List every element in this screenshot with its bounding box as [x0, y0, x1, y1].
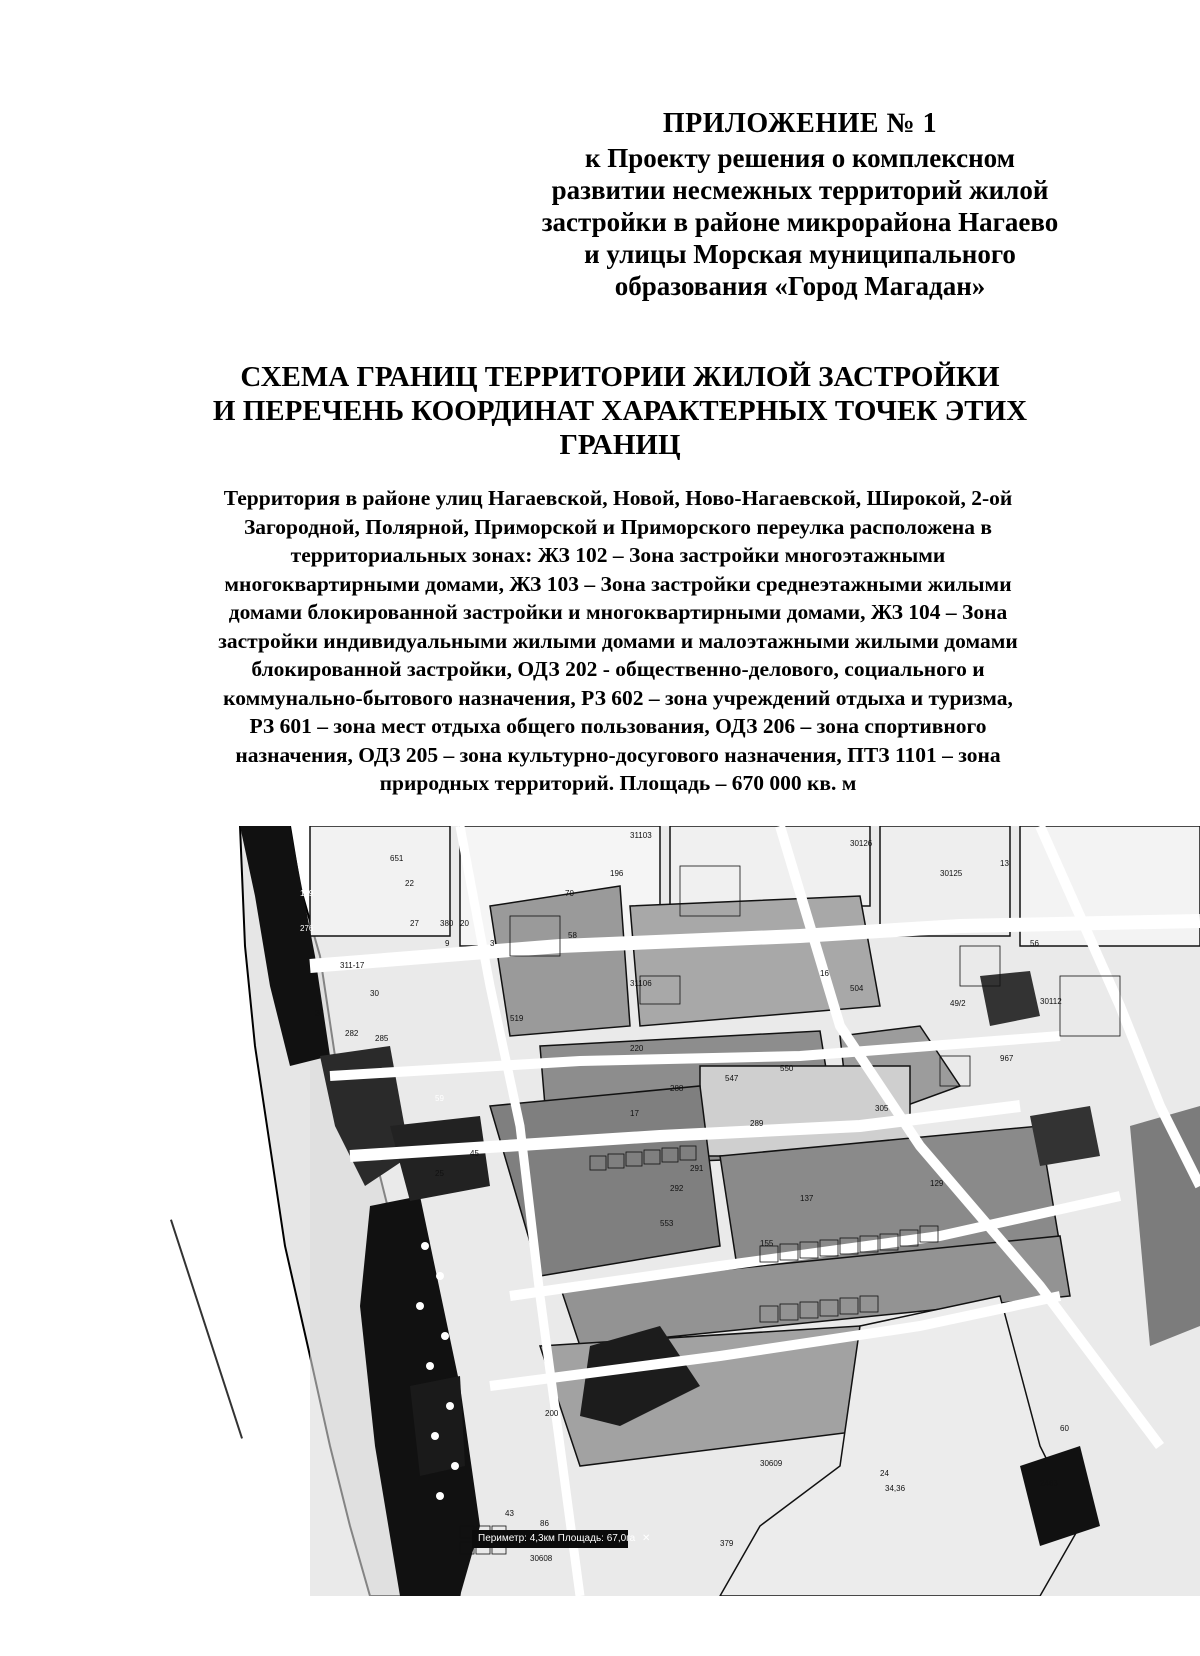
parcel-label: 129: [930, 1179, 944, 1188]
appendix-line: к Проекту решения о комплексном: [584, 143, 1016, 173]
parcel-label: 86: [540, 1519, 549, 1528]
parcel-label: 13: [1000, 859, 1009, 868]
parcel-label: 196: [610, 869, 624, 878]
parcel-label: 311-17: [340, 961, 365, 970]
description-line: назначения, ОДЗ 205 – зона культурно-досугового назначения, ПТЗ 1101 – зона: [235, 742, 1001, 767]
parcel-label: 550: [780, 1064, 794, 1073]
parcel-label: 31106: [630, 979, 652, 988]
description-line: природных территорий. Площадь – 670 000 кв. м: [379, 771, 857, 795]
parcel-label: 276: [300, 924, 314, 933]
cadastral-map: [160, 826, 1200, 1596]
appendix-header: [520, 108, 1080, 302]
parcel-label: 17: [630, 1109, 639, 1118]
description-line: РЗ 601 – зона мест отдыха общего пользования, ОДЗ 206 – зона спортивного: [249, 714, 987, 738]
parcel-label: 70: [565, 889, 574, 898]
parcel-label: 20: [460, 919, 469, 928]
parcel-label: 651: [390, 854, 404, 863]
parcel-label: 30112: [1040, 997, 1062, 1006]
scheme-title: [150, 360, 1090, 462]
parcel-label: 36: [315, 1009, 324, 1018]
parcel-label: 34,36: [885, 1484, 906, 1493]
parcel-label: 58: [568, 931, 577, 940]
parcel-label: 380: [440, 919, 454, 928]
parcel-label: 60: [1060, 1424, 1069, 1433]
map-drawing: [160, 826, 1200, 1596]
description-line: многоквартирными домами, ЖЗ 103 – Зона застройки среднеэтажными жилыми: [224, 571, 1012, 596]
parcel-label: 59: [435, 1094, 444, 1103]
title-line: И ПЕРЕЧЕНЬ КООРДИНАТ ХАРАКТЕРНЫХ ТОЧЕК ЭТИХ: [212, 395, 1028, 427]
parcel-label: 967: [1000, 1054, 1014, 1063]
parcel-label: 3: [490, 939, 495, 948]
appendix-line: и улицы Морская муниципального: [584, 239, 1016, 269]
parcel-label: 31103: [630, 831, 652, 840]
parcel-label: 519: [510, 1014, 524, 1023]
parcel-label: 27: [410, 919, 419, 928]
parcel-label: 25: [435, 1169, 444, 1178]
parcel-label: 30: [370, 989, 379, 998]
parcel-label: 159: [300, 889, 314, 898]
parcel-label: 56: [1030, 939, 1039, 948]
parcel-label: 379: [720, 1539, 734, 1548]
parcel-label: 285: [375, 1034, 389, 1043]
description-line: домами блокированной застройки и многоквартирными домами, ЖЗ 104 – Зона: [228, 600, 1008, 624]
parcel-label: 292: [670, 1184, 684, 1193]
parcel-label: 137: [800, 1194, 814, 1203]
territory-description: [158, 484, 1078, 798]
parcel-label: 49/2: [950, 999, 966, 1008]
parcel-label: 305: [875, 1104, 889, 1113]
parcel-label: 504: [850, 984, 864, 993]
appendix-line: развитии несмежных территорий жилой: [551, 175, 1049, 205]
appendix-line: застройки в районе микрорайона Нагаево: [541, 207, 1059, 237]
description-line: коммунально-бытового назначения, РЗ 602 – зона учреждений отдыха и туризма,: [223, 685, 1013, 710]
parcel-label: 547: [725, 1074, 739, 1083]
parcel-label: 282: [345, 1029, 359, 1038]
appendix-heading: ПРИЛОЖЕНИЕ № 1: [662, 108, 938, 139]
measurement-tooltip: [472, 1530, 651, 1548]
parcel-label: 155: [760, 1239, 774, 1248]
description-line: Загородной, Полярной, Приморской и Приморского переулка расположена в: [243, 514, 993, 539]
parcel-label: 30608: [530, 1554, 553, 1563]
title-line: СХЕМА ГРАНИЦ ТЕРРИТОРИИ ЖИЛОЙ ЗАСТРОЙКИ: [240, 361, 1000, 393]
parcel-label: 289: [750, 1119, 764, 1128]
title-line: ГРАНИЦ: [559, 429, 681, 461]
description-line: Территория в районе улиц Нагаевской, Новой, Ново-Нагаевской, Широкой, 2-ой: [223, 486, 1013, 510]
appendix-line: образования «Город Магадан»: [614, 271, 986, 301]
description-line: блокированной застройки, ОДЗ 202 - общественно-делового, социального и: [251, 657, 985, 681]
description-line: застройки индивидуальными жилыми домами и малоэтажными жилыми домами: [218, 628, 1018, 653]
close-icon[interactable]: ✕: [641, 1533, 651, 1544]
parcel-label: 24: [880, 1469, 889, 1478]
parcel-label: 291: [690, 1164, 704, 1173]
parcel-label: 16: [820, 969, 829, 978]
description-line: территориальных зонах: ЖЗ 102 – Зона застройки многоэтажными: [290, 543, 946, 567]
parcel-label: 43: [505, 1509, 514, 1518]
parcel-label: 9: [445, 939, 450, 948]
parcel-label: 2463: [1040, 1479, 1058, 1488]
parcel-label: 30609: [760, 1459, 783, 1468]
parcel-label: 30126: [850, 839, 873, 848]
parcel-label: 30125: [940, 869, 963, 878]
parcel-label: 22: [405, 879, 414, 888]
parcel-label: 220: [630, 1044, 644, 1053]
parcel-label: 45: [470, 1149, 479, 1158]
parcel-label: 553: [660, 1219, 674, 1228]
parcel-label: 288: [670, 1084, 684, 1093]
parcel-label: 200: [545, 1409, 559, 1418]
measurement-text: Периметр: 4,3км Площадь: 67,0га: [478, 1533, 636, 1544]
